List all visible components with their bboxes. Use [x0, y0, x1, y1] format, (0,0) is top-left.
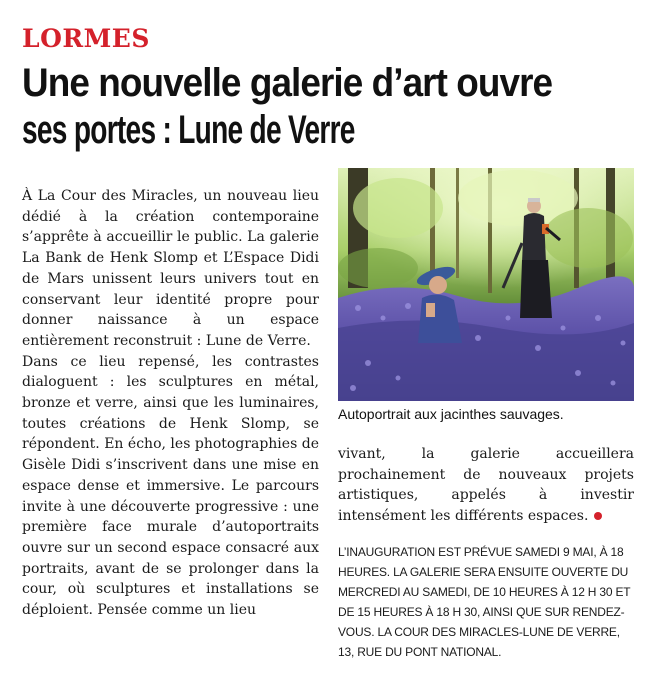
- article-body-right-column: [338, 444, 634, 527]
- body-paragraph-1: À La Cour des Miracles, un nouveau lieu dédié à la création contemporaine s’apprête à accueillir le public. La galerie La Bank de Henk Slomp et L’Espace Didi de Mars unissent leurs univers tout en conservant leur identité propre pour donner naissance à un espace entièrement reconstruit : Lune de Verre.: [22, 188, 319, 349]
- section-kicker: LORMES: [22, 24, 150, 53]
- article-body-left-column: [22, 186, 319, 621]
- article-headline: [22, 60, 652, 154]
- practical-info-box: L’INAUGURATION EST PRÉVUE SAMEDI 9 MAI, À 18 HEURES. LA GALERIE SERA ENSUITE OUVERTE DU MERCREDI AU SAMEDI, DE 10 HEURES À 12 H 30 ET DE 15 HEURES À 18 H 30, AINSI QUE SUR RENDEZ-VOUS. LA COUR DES MIRACLES-LUNE DE VERRE, 13, RUE DU PONT NATIONAL.: [338, 545, 631, 659]
- headline-line-1: Une nouvelle galerie d’art ouvre: [22, 61, 553, 105]
- body-paragraph-2-continued: vivant, la galerie accueillera prochainement de nouveaux projets artistiques, appelés à investir intensément les différents espaces.: [338, 446, 634, 525]
- article-photo: [338, 168, 634, 401]
- red-dot-icon: [594, 512, 602, 520]
- body-paragraph-2: Dans ce lieu repensé, les contrastes dialoguent : les sculptures en métal, bronze et verre, ainsi que les luminaires, toutes créations de Henk Slomp, se répondent. En écho, les photographies de Gisèle Didi s’inscrivent dans une mise en espace dense et immersive. Le parcours invite à une découverte progressive : une première face murale d’autoportraits ouvre sur un second espace consacré aux portraits, avant de se prolonger dans la cour, où sculptures et installations se déploient. Pensée comme un lieu: [22, 353, 319, 619]
- photo-caption: Autoportrait aux jacinthes sauvages.: [338, 406, 564, 422]
- photo-bluebell-forest-portrait: [338, 168, 634, 401]
- headline-line-2: ses portes : Lune de Verre: [22, 108, 355, 152]
